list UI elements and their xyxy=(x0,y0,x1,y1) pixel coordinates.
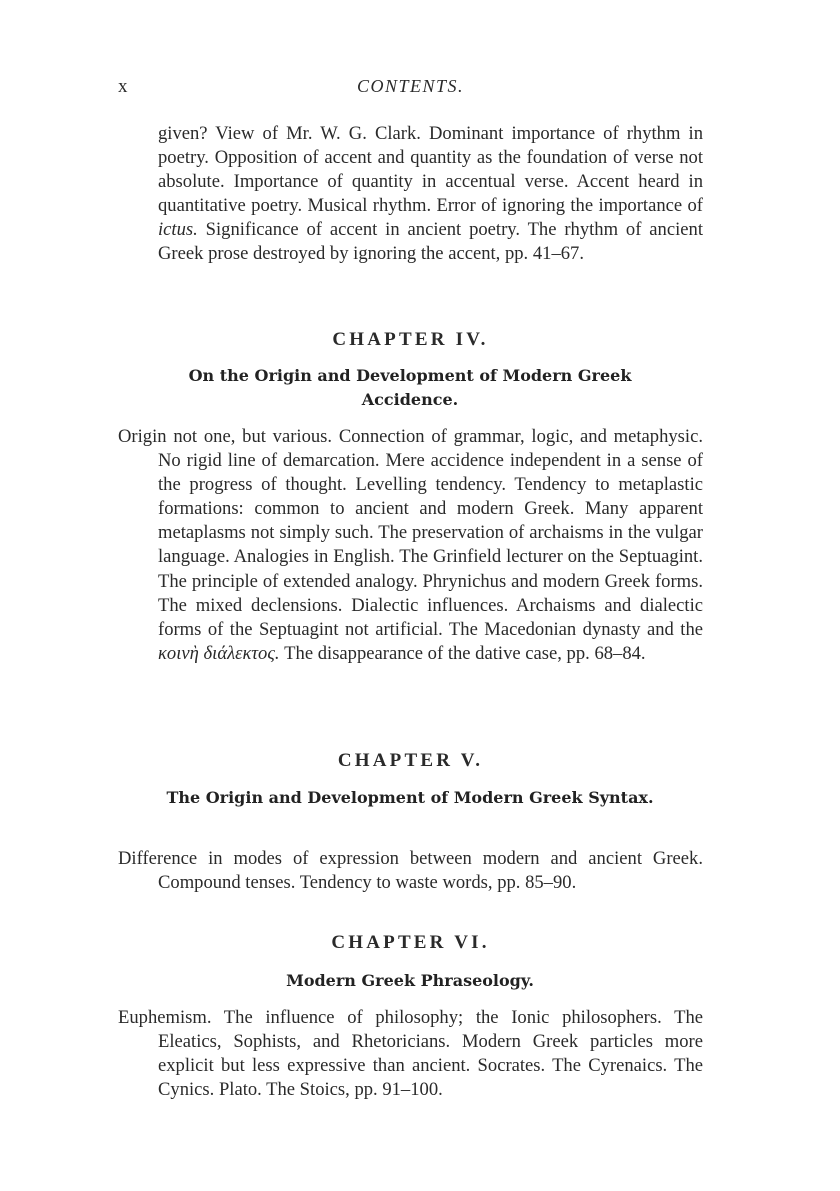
chapter-6-heading: CHAPTER VI. xyxy=(331,932,490,953)
running-title: CONTENTS. xyxy=(356,76,465,96)
greek-phrase: κοινὴ διάλεκτος. xyxy=(158,642,280,664)
summary-text: Significance of accent in ancient poetry. The rhythm of ancient Greek prose destroyed by ignoring the accent, pp. 41–67. xyxy=(158,219,703,265)
chapter-6-summary: Euphemism. The influence of philosophy; the Ionic philosophers. The Eleatics, Sophists, and Rhetoricians. Modern Greek particles more explicit but less expressive than ancient. Socrates. The Cyrenaics. The Cynics. Plato. The Stoics, pp. 91–100. xyxy=(118,1007,703,1101)
chapter-5-subtitle: The Origin and Development of Modern Greek Syntax. xyxy=(166,788,654,807)
chapter-5-summary: Difference in modes of expression between modern and ancient Greek. Compound tenses. Tendency to waste words, pp. 85–90. xyxy=(118,848,703,894)
page-number: x xyxy=(118,76,129,97)
chapter-4-summary xyxy=(118,425,703,666)
summary-text: Origin not one, but various. Connection of grammar, logic, and metaphysic. No rigid line of demarcation. Mere accidence independent in a sense of the progress of thought. Levelling tendency. Tendency to metaplastic formations: common to ancient and modern Greek. Many apparent metaplasms not simply such. The preservation of archaisms in the vulgar language. Analogies in English. The Grinfield lecturer on the Septuagint. The principle of extended analogy. Phrynichus and modern Greek forms. The mixed declensions. Dialectic influences. Archaisms and dialectic forms of the Septuagint not artificial. The Macedonian dynasty and the xyxy=(118,426,703,640)
chapter-4-heading: CHAPTER IV. xyxy=(332,329,489,350)
chapter-5-heading: CHAPTER V. xyxy=(337,750,484,771)
chapter-4-subtitle: On the Origin and Development of Modern Greek Accidence. xyxy=(188,366,632,409)
italic-term: ictus. xyxy=(158,219,198,241)
summary-text: The disappearance of the dative case, pp. 68–84. xyxy=(279,642,646,664)
chapter-6-subtitle: Modern Greek Phraseology. xyxy=(286,971,534,990)
running-head xyxy=(118,76,703,102)
chapter-3-summary-continued xyxy=(118,122,703,267)
summary-text: given? View of Mr. W. G. Clark. Dominant importance of rhythm in poetry. Opposition of accent and quantity as the foundation of verse not absolute. Importance of quantity in accentual verse. Accent heard in quantitative poetry. Musical rhythm. Error of ignoring the importance of xyxy=(158,123,703,217)
